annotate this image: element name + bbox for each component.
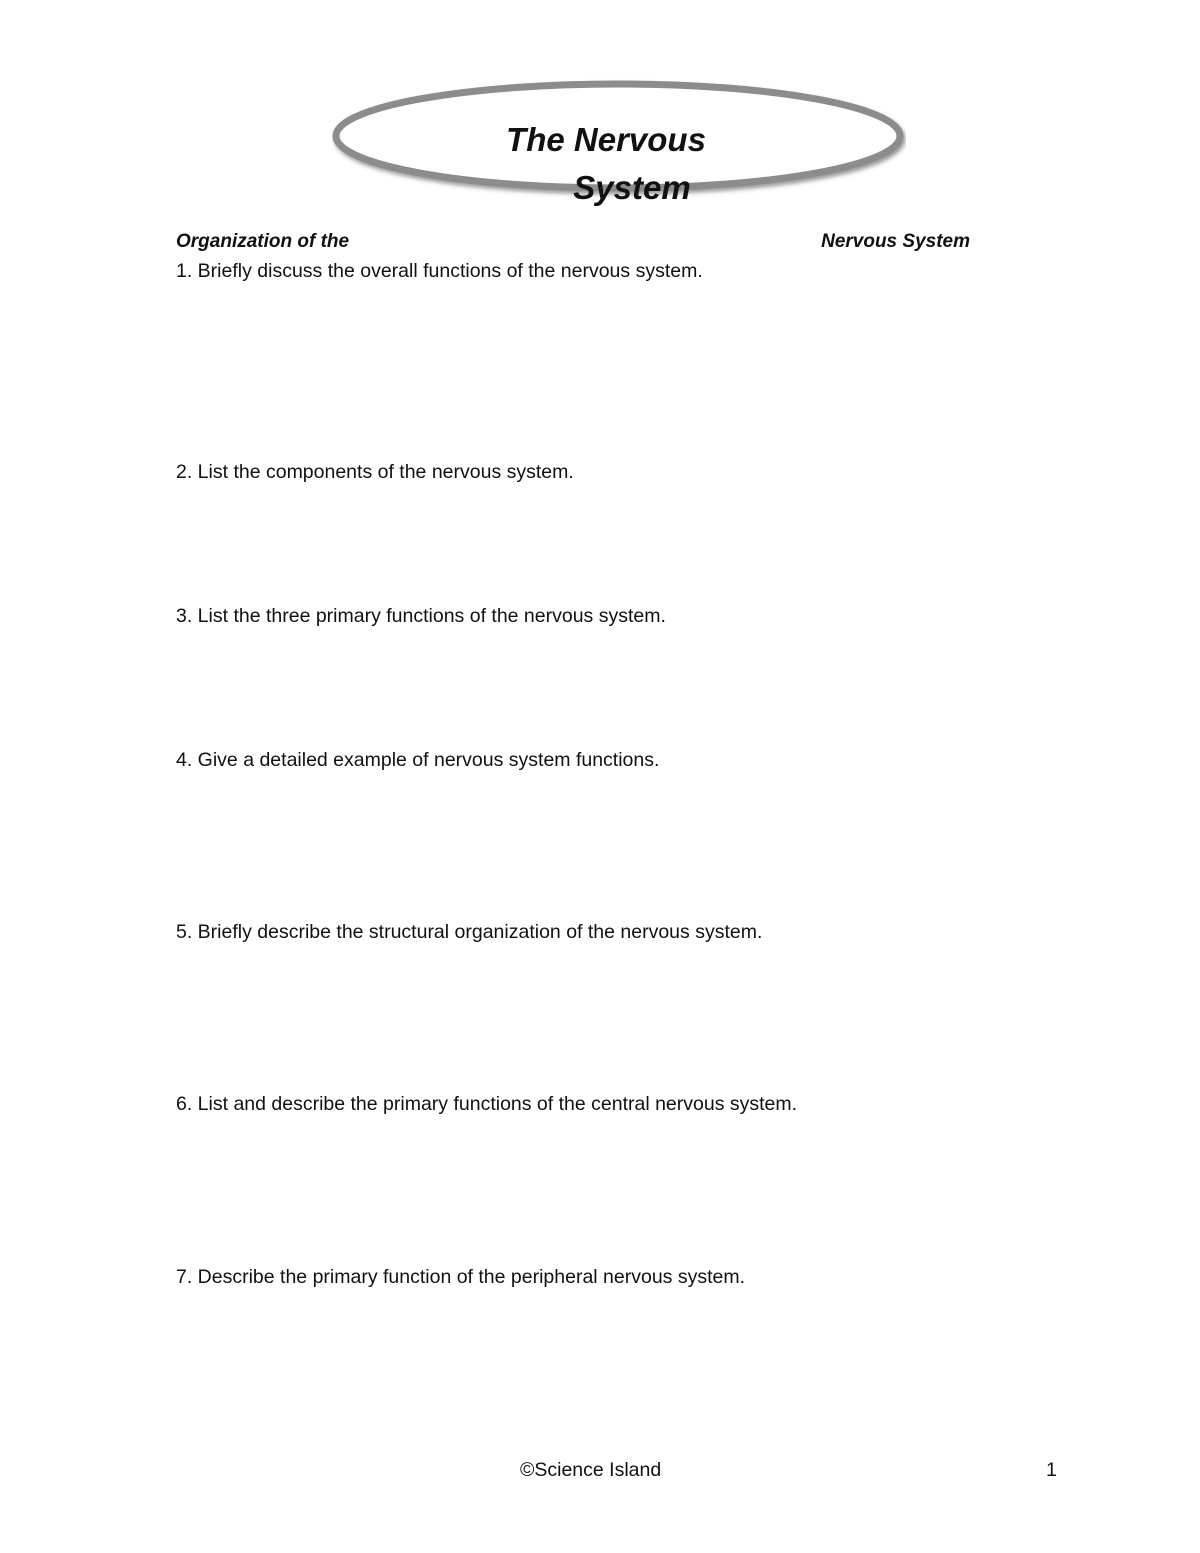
page-number: 1 [1046, 1459, 1057, 1481]
question-4: 4. Give a detailed example of nervous system functions. [176, 749, 660, 771]
section-heading-right: Nervous System [821, 231, 970, 252]
section-heading-left: Organization of the [176, 231, 350, 252]
question-7: 7. Describe the primary function of the peripheral nervous system. [176, 1266, 746, 1288]
page-title-line2: System [573, 169, 691, 206]
page-title-line1: The Nervous [506, 121, 706, 158]
question-3: 3. List the three primary functions of the nervous system. [176, 605, 666, 627]
question-2: 2. List the components of the nervous system. [176, 461, 574, 483]
footer-copyright: ©Science Island [520, 1459, 662, 1481]
question-1: 1. Briefly discuss the overall functions of the nervous system. [176, 260, 703, 282]
title-oval [330, 78, 906, 206]
question-6: 6. List and describe the primary functions of the central nervous system. [176, 1093, 798, 1115]
question-5: 5. Briefly describe the structural organization of the nervous system. [176, 921, 763, 943]
section-heading [176, 229, 970, 255]
